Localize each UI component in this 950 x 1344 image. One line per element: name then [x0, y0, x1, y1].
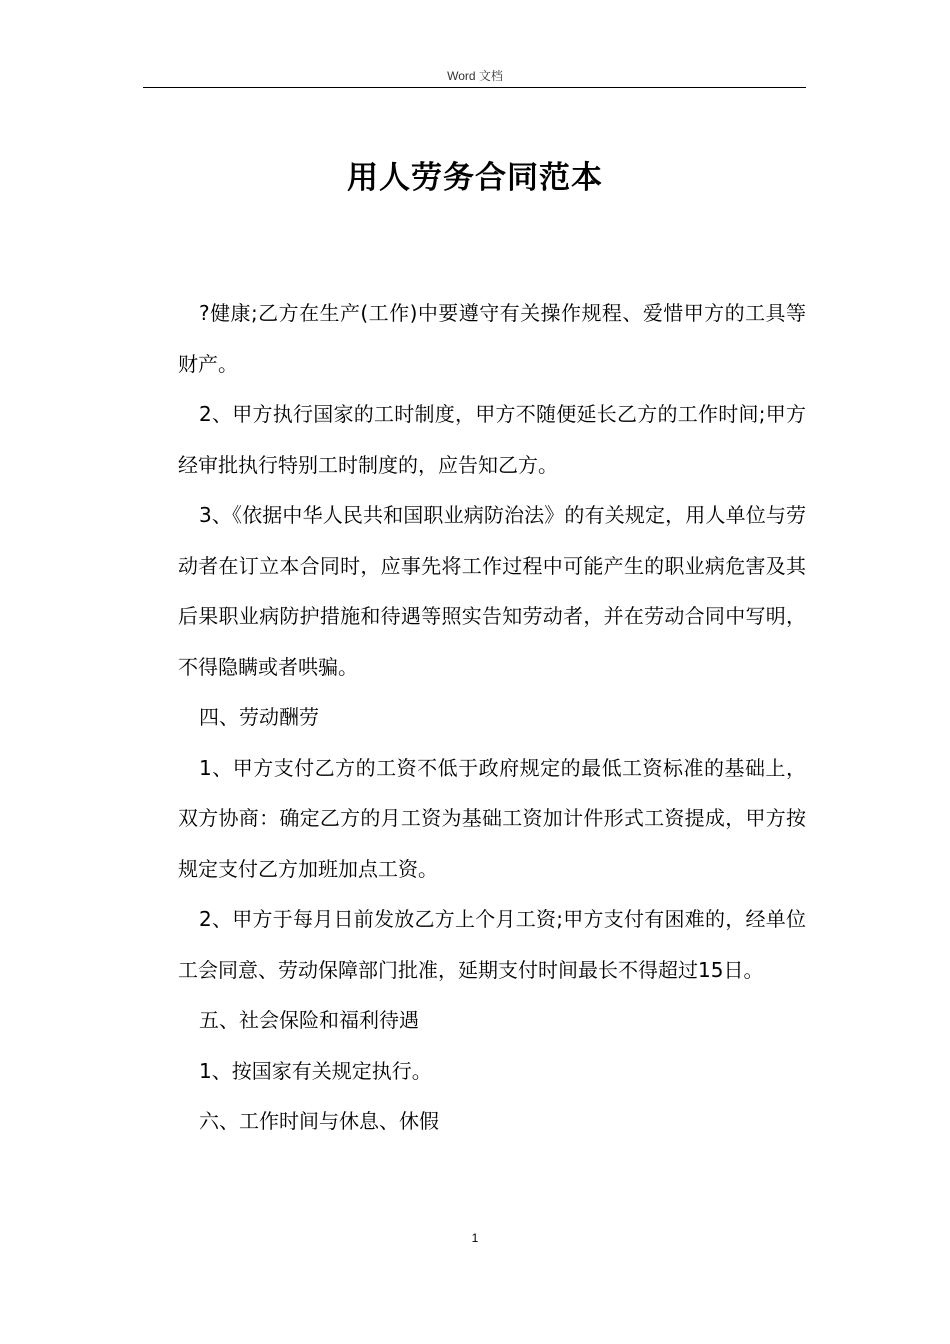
section-heading: 六、工作时间与休息、休假	[199, 1109, 439, 1133]
paragraph: 3、《依据中华人民共和国职业病防治法》的有关规定，用人单位与劳动者在订立本合同时，应事先将工作过程中可能产生的职业病危害及其后果职业病防护措施和待遇等照实告知劳动者，并在劳动合同中写明，不得隐瞒或者哄骗。	[178, 503, 806, 679]
page-number: 1	[471, 1231, 479, 1245]
page-header: Word 文档	[447, 69, 503, 83]
paragraph: 1、甲方支付乙方的工资不低于政府规定的最低工资标准的基础上，双方协商：确定乙方的月工资为基础工资加计件形式工资提成，甲方按规定支付乙方加班加点工资。	[178, 755, 806, 881]
document-body	[178, 288, 806, 1147]
header-rule	[143, 87, 806, 88]
section-heading: 五、社会保险和福利待遇	[199, 1008, 419, 1032]
paragraph: 1、按国家有关规定执行。	[199, 1058, 432, 1083]
section-heading: 四、劳动酬劳	[199, 705, 319, 729]
paragraph: 2、甲方于每月日前发放乙方上个月工资;甲方支付有困难的，经单位工会同意、劳动保障部门批准，延期支付时间最长不得超过15日。	[178, 907, 806, 982]
document-title: 用人劳务合同范本	[347, 160, 603, 196]
paragraph: 2、甲方执行国家的工时制度，甲方不随便延长乙方的工作时间;甲方经审批执行特别工时制度的，应告知乙方。	[178, 402, 806, 477]
paragraph: ?健康;乙方在生产(工作)中要遵守有关操作规程、爱惜甲方的工具等财产。	[178, 301, 806, 376]
